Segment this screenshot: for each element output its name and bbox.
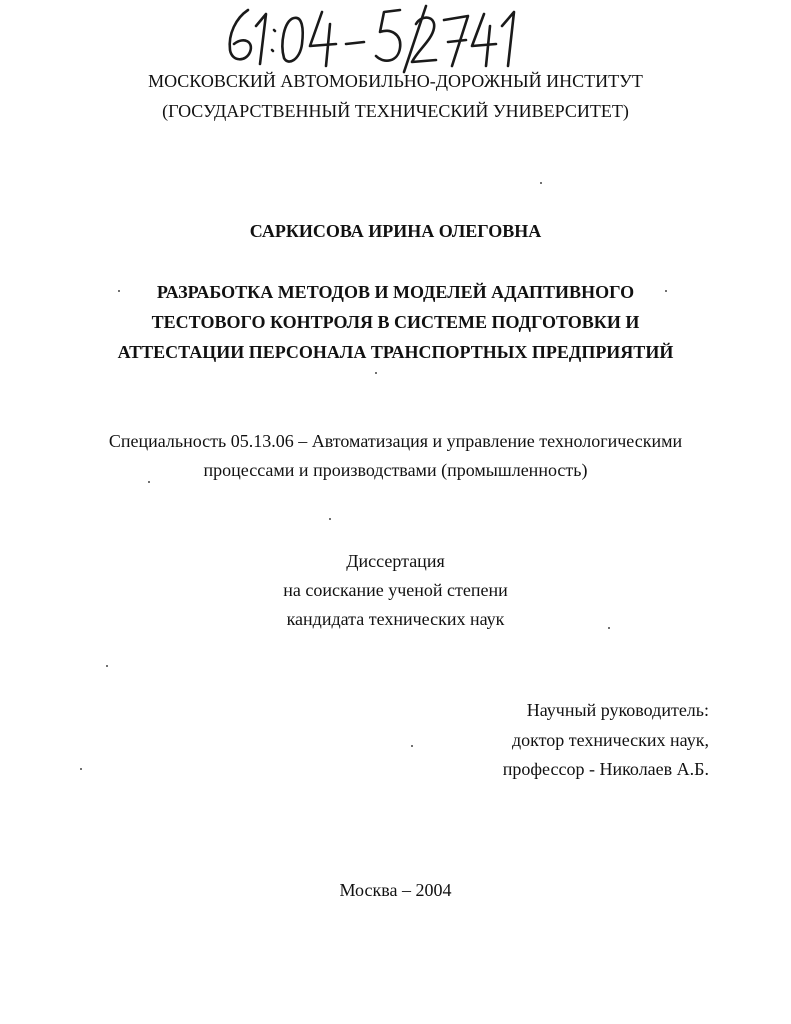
- specialty-line-2: процессами и производствами (промышленность): [203, 460, 588, 480]
- scan-speck: [608, 627, 610, 629]
- scan-speck: [411, 745, 413, 747]
- scan-speck: [329, 518, 331, 520]
- scan-speck: [540, 182, 542, 184]
- place-and-year: Москва – 2004: [339, 880, 452, 900]
- scan-speck: [148, 481, 150, 483]
- thesis-title-line-2: ТЕСТОВОГО КОНТРОЛЯ В СИСТЕМЕ ПОДГОТОВКИ И: [151, 312, 640, 332]
- author-name: САРКИСОВА ИРИНА ОЛЕГОВНА: [249, 221, 542, 241]
- scan-speck: [118, 290, 120, 292]
- institution-name: МОСКОВСКИЙ АВТОМОБИЛЬНО-ДОРОЖНЫЙ ИНСТИТУТ: [148, 71, 643, 91]
- degree-name: кандидата технических наук: [286, 609, 505, 629]
- scan-speck: [375, 372, 377, 374]
- archive-code-handwriting: [222, 4, 522, 74]
- thesis-title-line-1: РАЗРАБОТКА МЕТОДОВ И МОДЕЛЕЙ АДАПТИВНОГО: [156, 282, 635, 302]
- scan-speck: [106, 665, 108, 667]
- scan-speck: [80, 768, 82, 770]
- supervisor-degree: доктор технических наук,: [512, 730, 709, 750]
- specialty-line-1: Специальность 05.13.06 – Автоматизация и управление технологическими: [108, 431, 683, 451]
- supervisor-heading: Научный руководитель:: [526, 700, 709, 720]
- scan-speck: [665, 290, 667, 292]
- supervisor-name: профессор - Николаев А.Б.: [502, 759, 709, 779]
- institution-status: (ГОСУДАРСТВЕННЫЙ ТЕХНИЧЕСКИЙ УНИВЕРСИТЕТ): [162, 101, 629, 121]
- handwritten-archive-code: [222, 4, 522, 74]
- dissertation-label: Диссертация: [346, 551, 445, 571]
- degree-purpose: на соискание ученой степени: [283, 580, 508, 600]
- thesis-title-line-3: АТТЕСТАЦИИ ПЕРСОНАЛА ТРАНСПОРТНЫХ ПРЕДПРИЯТИЙ: [117, 342, 674, 362]
